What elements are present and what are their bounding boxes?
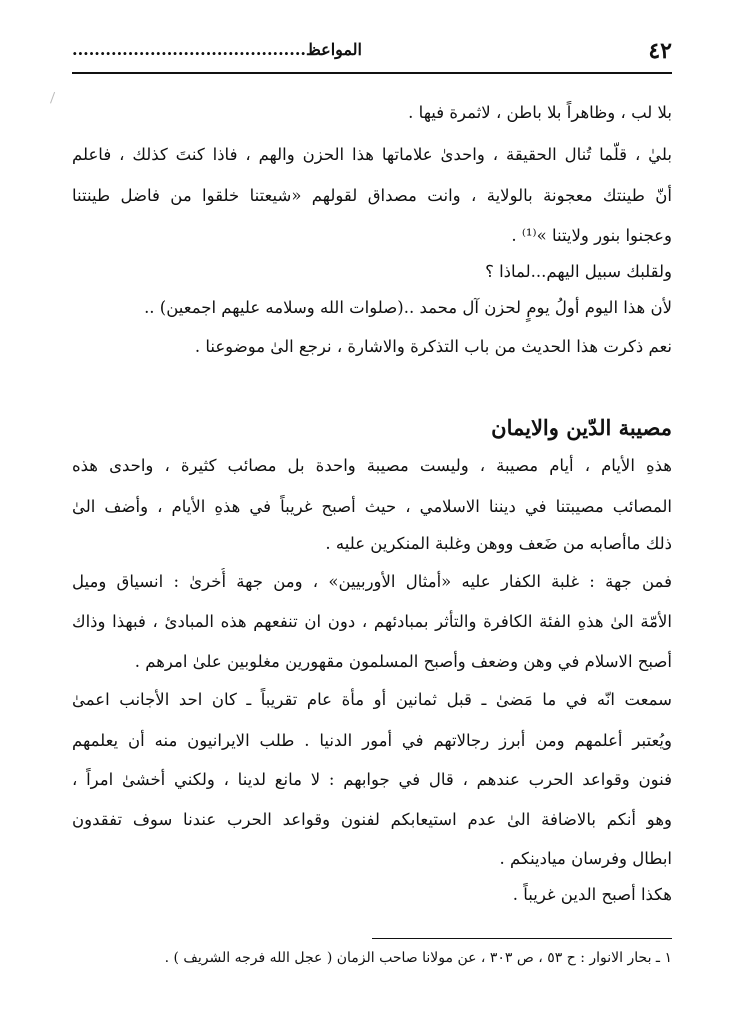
page-number: ٤٢ xyxy=(648,38,672,64)
section-heading: مصيبة الدّين والايمان xyxy=(491,415,672,440)
text-line-7: نعم ذكرت هذا الحديث من باب التذكرة والاشارة ، نرجع الىٰ موضوعنا . xyxy=(194,337,672,356)
text-line-5: ولقلبك سبيل اليهم...لماذا ؟ xyxy=(485,262,672,281)
running-title: المواعظ.......................................... xyxy=(72,40,362,59)
footnote: ١ ـ بحار الانوار : ح ٥٣ ، ص ٣٠٣ ، عن مولانا صاحب الزمان ( عجل الله فرجه الشريف ) . xyxy=(164,950,672,966)
section-line-4: فمن جهة : غلبة الكفار عليه «أمثال الأوربيين» ، ومن جهة أُخرىٰ : انسياق وميل xyxy=(72,572,672,591)
section-line-12: هكذا أصبح الدين غريباً . xyxy=(512,885,672,904)
text-line-1: بلا لب ، وظاهراً بلا باطن ، لاثمرة فيها . xyxy=(408,103,672,122)
header-rule xyxy=(72,72,672,74)
section-line-11: ابطال وفرسان ميادينكم . xyxy=(499,849,672,868)
text-line-6: لأن هذا اليوم أولُ يومٍ لحزن آل محمد ..(صلوات الله وسلامه عليهم اجمعين) .. xyxy=(144,298,672,317)
section-line-8: ويُعتبر أعلمهم ومن أبرز رجالاتهم في أمور الدنيا . طلب الايرانيون منه أن يعلمهم xyxy=(72,731,672,750)
section-line-1: هذهِ الأيام ، أيام مصيبة ، وليست مصيبة واحدة بل مصائب كثيرة ، واحدى هذه xyxy=(72,456,672,475)
text-line-2: بليٰ ، قلّما تُنال الحقيقة ، واحدىٰ علاماتها هذا الحزن والهم ، فاذا كنتَ كذلك ، فاعلم xyxy=(72,145,672,164)
section-line-6: أصبح الاسلام في وهن وضعف وأصبح المسلمون مقهورين مغلوبين علىٰ امرهم . xyxy=(134,652,672,671)
section-line-10: وهو أنكم بالاضافة الىٰ عدم استيعابكم لفنون وقواعد الحرب عندنا سوف تفقدون xyxy=(72,810,672,829)
margin-mark xyxy=(50,92,57,104)
page-header xyxy=(72,36,672,70)
section-line-3: ذلك ماأصابه من ضَعف ووهن وغلبة المنكرين عليه . xyxy=(325,534,672,553)
section-line-7: سمعت انّه في ما مَضىٰ ـ قبل ثمانين أو مأة عام تقريباً ـ كان احد الأجانب اعمىٰ xyxy=(72,690,672,709)
section-line-2: المصائب مصيبتنا في ديننا الاسلامي ، حيث أصبح غريباً في هذهِ الأيام ، وأضف الىٰ xyxy=(72,497,672,516)
text-line-3: أنّ طينتك معجونة بالولاية ، وانت مصداق لقولهم «شيعتنا خلقوا من فاضل طينتنا xyxy=(72,186,672,205)
footnote-rule xyxy=(372,938,672,939)
section-line-5: الأمّة الىٰ هذهِ الفئة الكافرة والتأثر بمبادئهم ، دون ان تنفعهم هذه المبادئ ، فبهذا وذاك xyxy=(72,612,672,631)
text-line-4: وعجنوا بنور ولايتنا »⁽¹⁾ . xyxy=(511,226,672,245)
section-line-9: فنون وقواعد الحرب عندهم ، قال في جوابهم : لا مانع لدينا ، ولكني أخشىٰ امراً ، xyxy=(72,770,672,789)
